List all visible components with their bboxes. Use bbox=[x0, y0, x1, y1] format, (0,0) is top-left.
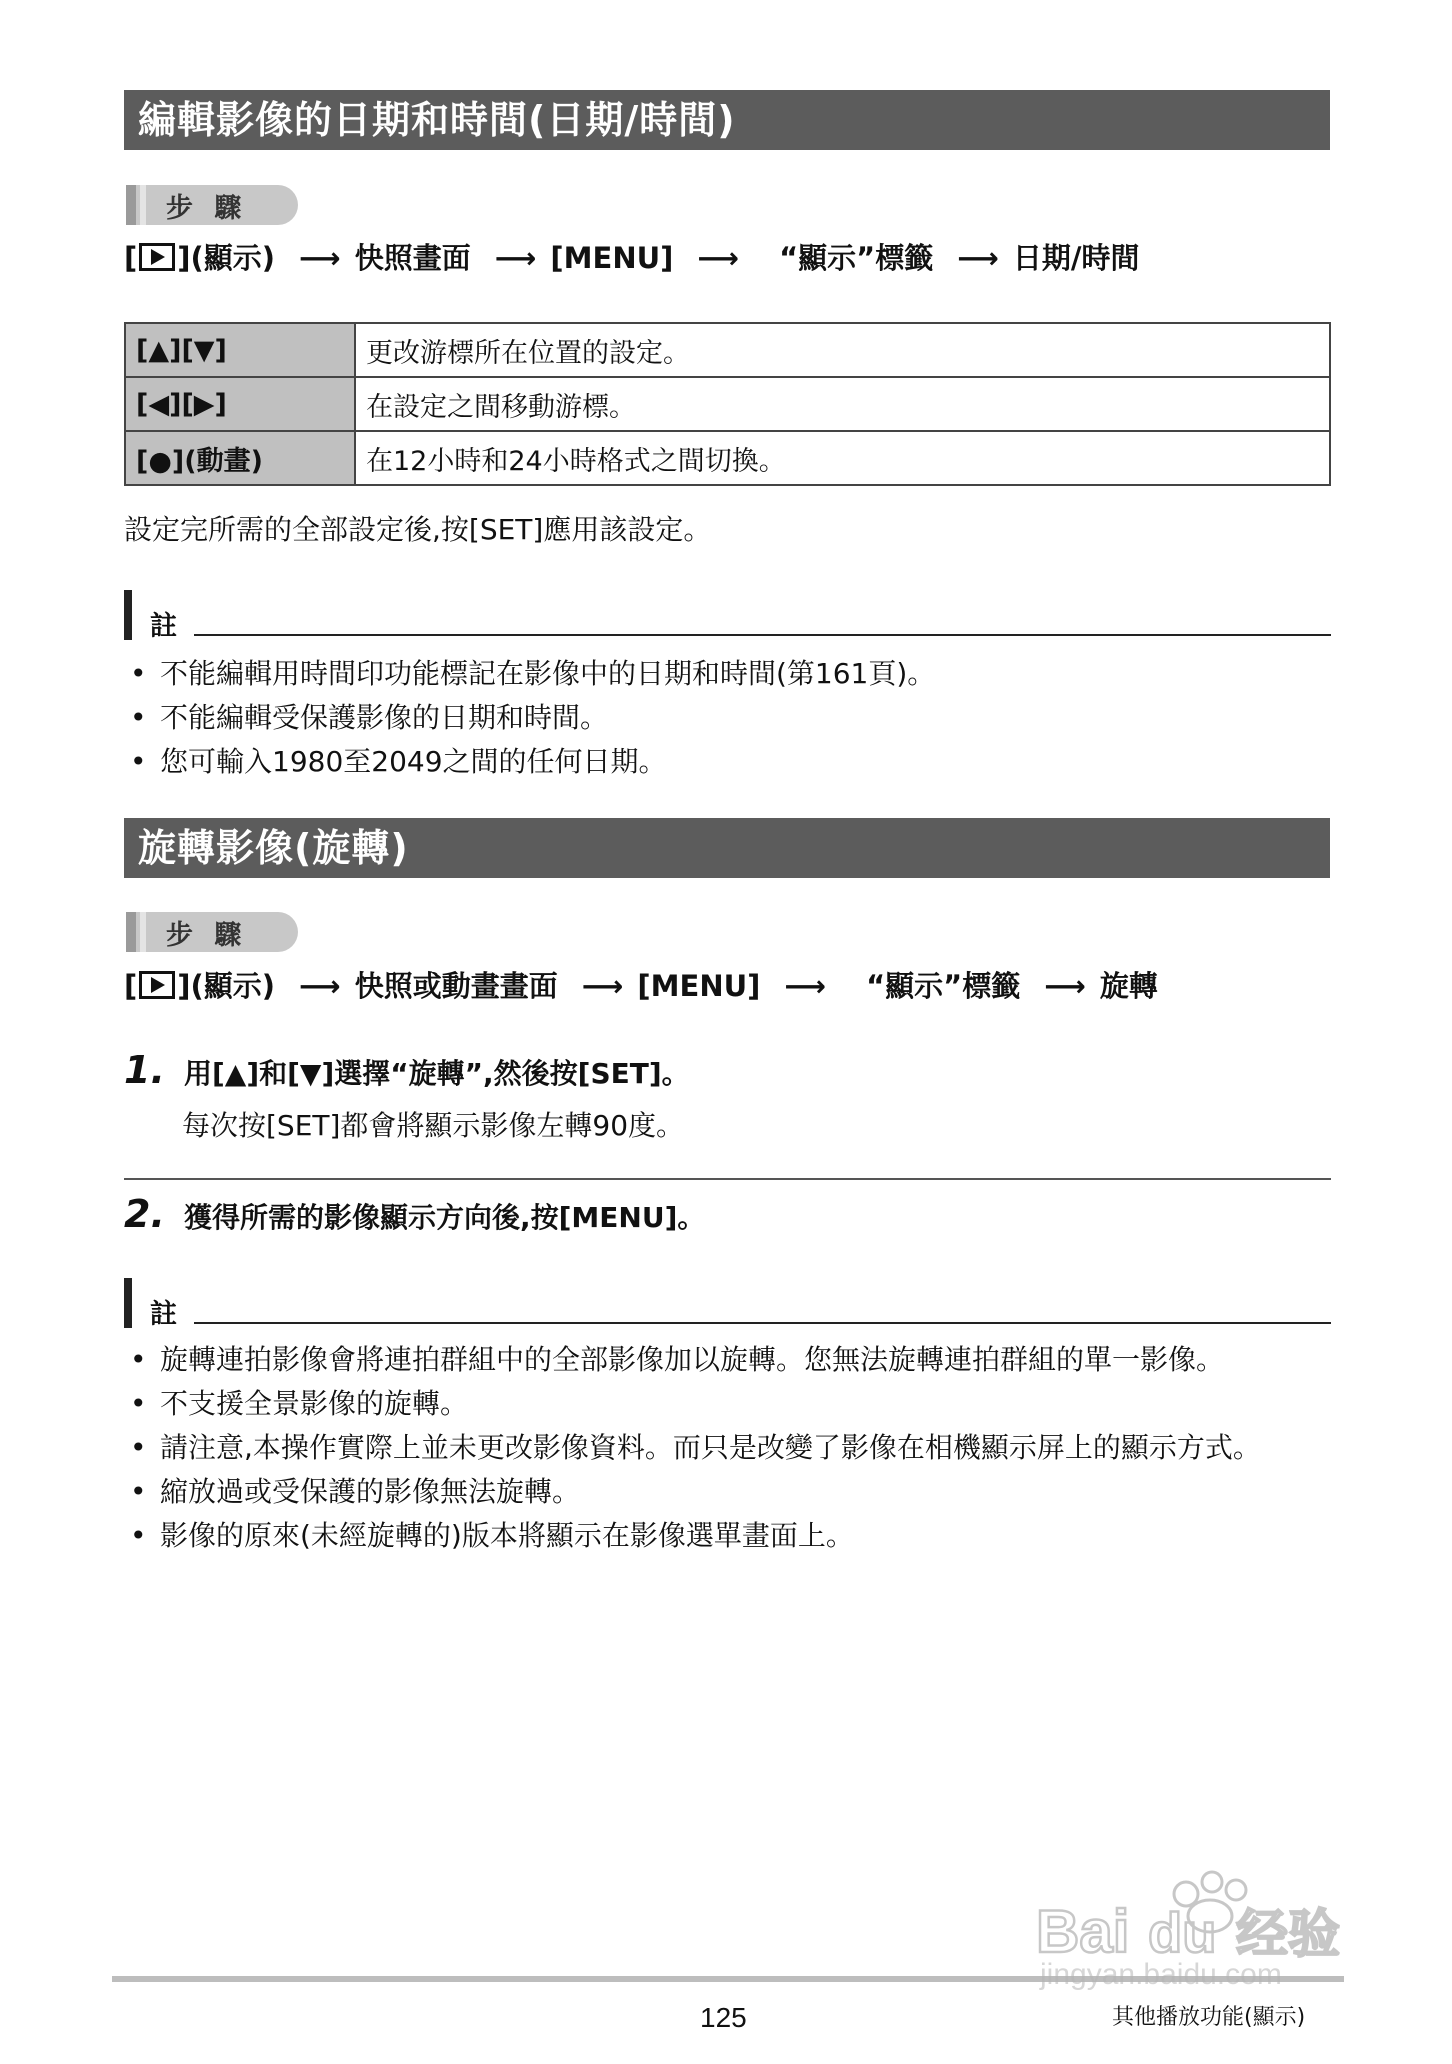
svg-text:du: du bbox=[1148, 1901, 1217, 1964]
section-title-rotate: 旋轉影像(旋轉) bbox=[124, 818, 1330, 878]
key-table bbox=[124, 322, 1331, 486]
step-label-text: 步 驟 bbox=[166, 192, 248, 224]
section-title-date-time: 編輯影像的日期和時間(日期/時間) bbox=[124, 90, 1330, 150]
play-icon bbox=[139, 971, 175, 999]
arrow-icon: ⟶ bbox=[697, 241, 740, 275]
list-item: • 不支援全景影像的旋轉。 bbox=[124, 1382, 1314, 1426]
step-label bbox=[126, 912, 298, 952]
after-text: 設定完所需的全部設定後,按[SET]應用該設定。 bbox=[124, 513, 712, 546]
step-2 bbox=[124, 1192, 705, 1236]
table-row bbox=[125, 323, 1330, 377]
list-item: • 縮放過或受保護的影像無法旋轉。 bbox=[124, 1470, 1314, 1514]
arrow-icon: ⟶ bbox=[1044, 969, 1086, 1003]
arrow-icon: ⟶ bbox=[581, 969, 624, 1003]
list-item: • 您可輸入1980至2049之間的任何日期。 bbox=[124, 740, 1314, 784]
arrow-icon: ⟶ bbox=[784, 969, 827, 1003]
arrow-icon: ⟶ bbox=[957, 241, 999, 275]
note-list bbox=[124, 1338, 1314, 1558]
svg-text:经验: 经验 bbox=[1236, 1905, 1341, 1965]
step-label-text: 步 驟 bbox=[166, 919, 248, 951]
note-list bbox=[124, 652, 1314, 784]
svg-text:jingyan.baidu.com: jingyan.baidu.com bbox=[1040, 1958, 1282, 1990]
step-label bbox=[126, 185, 298, 225]
play-icon bbox=[139, 243, 175, 271]
desc-cell: 在設定之間移動游標。 bbox=[355, 377, 1330, 431]
list-item: • 不能編輯受保護影像的日期和時間。 bbox=[124, 696, 1314, 740]
arrow-icon: ⟶ bbox=[494, 241, 537, 275]
key-cell: [●](動畫) bbox=[125, 431, 355, 485]
list-item: • 請注意,本操作實際上並未更改影像資料。而只是改變了影像在相機顯示屏上的顯示方式。 bbox=[124, 1426, 1314, 1470]
key-cell: [◀][▶] bbox=[125, 377, 355, 431]
list-item: • 旋轉連拍影像會將連拍群組中的全部影像加以旋轉。您無法旋轉連拍群組的單一影像。 bbox=[124, 1338, 1314, 1382]
step-number: 2. bbox=[124, 1192, 165, 1236]
step-1 bbox=[124, 1048, 690, 1092]
step-divider bbox=[124, 1178, 1331, 1180]
chapter-title: 其他播放功能(顯示) bbox=[1112, 2005, 1306, 2030]
desc-cell: 更改游標所在位置的設定。 bbox=[355, 323, 1330, 377]
page-number: 125 bbox=[700, 2002, 747, 2033]
note-header bbox=[124, 1278, 1331, 1328]
step-title: 獲得所需的影像顯示方向後,按[MENU]。 bbox=[183, 1201, 706, 1234]
list-item: • 不能編輯用時間印功能標記在影像中的日期和時間(第161頁)。 bbox=[124, 652, 1314, 696]
arrow-icon: ⟶ bbox=[299, 241, 341, 275]
note-label: 註 bbox=[150, 611, 177, 642]
note-header bbox=[124, 590, 1331, 640]
table-row bbox=[125, 431, 1330, 485]
list-item: • 影像的原來(未經旋轉的)版本將顯示在影像選單畫面上。 bbox=[124, 1514, 1314, 1558]
svg-text:Bai: Bai bbox=[1036, 1898, 1130, 1965]
step-number: 1. bbox=[124, 1048, 165, 1092]
desc-cell: 在12小時和24小時格式之間切換。 bbox=[355, 431, 1330, 485]
menu-path: [ ](顯示) ⟶ 快照畫面 ⟶ [MENU] ⟶ “顯示”標籤 ⟶ 日期/時間 bbox=[124, 238, 1140, 278]
menu-path: [ ](顯示) ⟶ 快照或動畫畫面 ⟶ [MENU] ⟶ “顯示”標籤 ⟶ 旋轉 bbox=[124, 966, 1158, 1006]
note-label: 註 bbox=[150, 1299, 177, 1330]
step-detail: 每次按[SET]都會將顯示影像左轉90度。 bbox=[182, 1109, 685, 1142]
key-cell: [▲][▼] bbox=[125, 323, 355, 377]
arrow-icon: ⟶ bbox=[299, 969, 341, 1003]
baidu-watermark-logo bbox=[1036, 1860, 1366, 1990]
step-title: 用[▲]和[▼]選擇“旋轉”,然後按[SET]。 bbox=[183, 1057, 690, 1090]
table-row bbox=[125, 377, 1330, 431]
